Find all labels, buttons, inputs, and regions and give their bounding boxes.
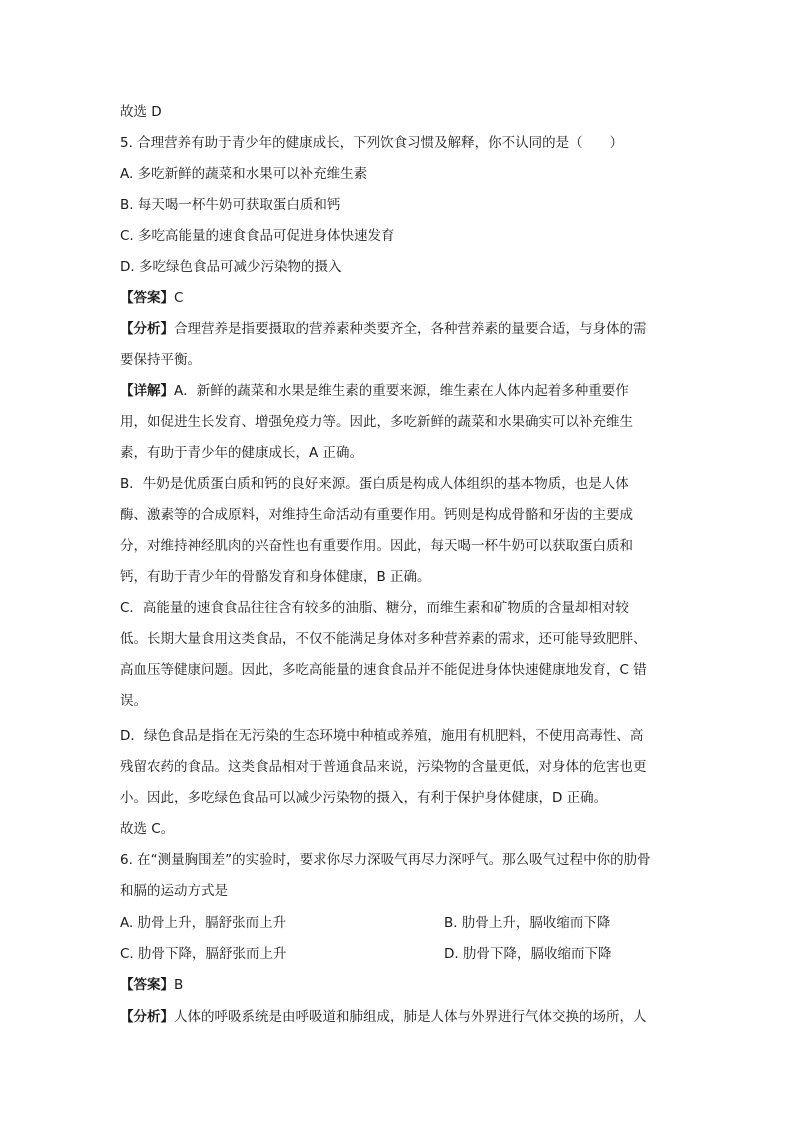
question-6-option-d: D. 肋骨下降，膈收缩而下降 [444, 946, 612, 962]
question-6-option-c: C. 肋骨下降，膈舒张而上升 [120, 946, 287, 962]
question-5-option-b: B. 每天喝一杯牛奶可获取蛋白质和钙 [120, 197, 341, 213]
question-6-option-a: A. 肋骨上升，膈舒张而上升 [120, 915, 287, 931]
analysis-tag: 【分析】 [120, 1009, 174, 1025]
question-5-detail-c-line-3: 高血压等健康问题。因此，多吃高能量的速食食品并不能促进身体快速健康地发育，C 错 [120, 662, 647, 678]
question-5-analysis-line-1 [120, 319, 647, 339]
question-5-detail-d-line-1: D．绿色食品是指在无污染的生态环境中种植或养殖，施用有机肥料，不使用高毒性、高 [120, 728, 644, 744]
question-5-option-d: D. 多吃绿色食品可减少污染物的摄入 [120, 259, 342, 275]
question-6-option-b: B. 肋骨上升，膈收缩而下降 [444, 915, 611, 931]
question-5-detail-a-line-3: 素，有助于青少年的健康成长，A 正确。 [120, 445, 364, 461]
question-5-option-a: A. 多吃新鲜的蔬菜和水果可以补充维生素 [120, 166, 368, 182]
question-6-stem-line-2: 和膈的运动方式是 [120, 883, 228, 899]
question-5-answer-row [120, 288, 183, 308]
question-5-analysis-text: 合理营养是指要摄取的营养素种类要齐全，各种营养素的量要合适，与身体的需 [174, 321, 647, 337]
question-5-analysis-line-2: 要保持平衡。 [120, 352, 201, 368]
previous-answer-conclusion: 故选 D [120, 104, 162, 120]
question-6-answer-row [120, 975, 183, 995]
question-5-detail-c-line-1: C．高能量的速食食品往往含有较多的油脂、糖分，而维生素和矿物质的含量却相对较 [120, 600, 629, 616]
answer-tag: 【答案】 [120, 977, 174, 993]
question-5-detail-a-line-2: 用，如促进生长发育、增强免疫力等。因此，多吃新鲜的蔬菜和水果确实可以补充维生 [120, 414, 633, 430]
question-5-detail-a-line-1 [120, 381, 629, 401]
question-5-detail-a-text: A．新鲜的蔬菜和水果是维生素的重要来源，维生素在人体内起着多种重要作 [174, 383, 629, 399]
question-5-detail-c-line-4: 误。 [120, 693, 147, 709]
question-6-stem-line-1: 6. 在“测量胸围差”的实验时，要求你尽力深吸气再尽力深呼气。那么吸气过程中你的肋骨 [120, 852, 651, 868]
question-5-detail-c-line-2: 低。长期大量食用这类食品，不仅不能满足身体对多种营养素的需求，还可能导致肥胖、 [120, 631, 647, 647]
question-5-conclusion: 故选 C。 [120, 821, 175, 837]
question-5-detail-b-line-4: 钙，有助于青少年的骨骼发育和身体健康，B 正确。 [120, 569, 431, 585]
question-5-option-c: C. 多吃高能量的速食食品可促进身体快速发育 [120, 228, 395, 244]
question-5-detail-b-line-2: 酶、激素等的合成原料，对维持生命活动有重要作用。钙则是构成骨骼和牙齿的主要成 [120, 507, 633, 523]
question-5-detail-d-line-2: 残留农药的食品。这类食品相对于普通食品来说，污染物的含量更低，对身体的危害也更 [120, 759, 647, 775]
question-5-detail-d-line-3: 小。因此，多吃绿色食品可以减少污染物的摄入，有利于保护身体健康，D 正确。 [120, 790, 608, 806]
question-5-answer: C [174, 290, 184, 306]
question-6-analysis-text: 人体的呼吸系统是由呼吸道和肺组成，肺是人体与外界进行气体交换的场所，人 [174, 1009, 647, 1025]
analysis-tag: 【分析】 [120, 321, 174, 337]
question-5-detail-b-line-3: 分，对维持神经肌肉的兴奋性也有重要作用。因此，每天喝一杯牛奶可以获取蛋白质和 [120, 538, 633, 554]
detail-tag: 【详解】 [120, 383, 174, 399]
question-6-analysis-line-1 [120, 1007, 647, 1027]
question-5-detail-b-line-1: B．牛奶是优质蛋白质和钙的良好来源。蛋白质是构成人体组织的基本物质，也是人体 [120, 476, 629, 492]
question-6-answer: B [174, 977, 184, 993]
answer-tag: 【答案】 [120, 290, 174, 306]
question-5-stem: 5. 合理营养有助于青少年的健康成长，下列饮食习惯及解释，你不认同的是（ ） [120, 135, 624, 151]
